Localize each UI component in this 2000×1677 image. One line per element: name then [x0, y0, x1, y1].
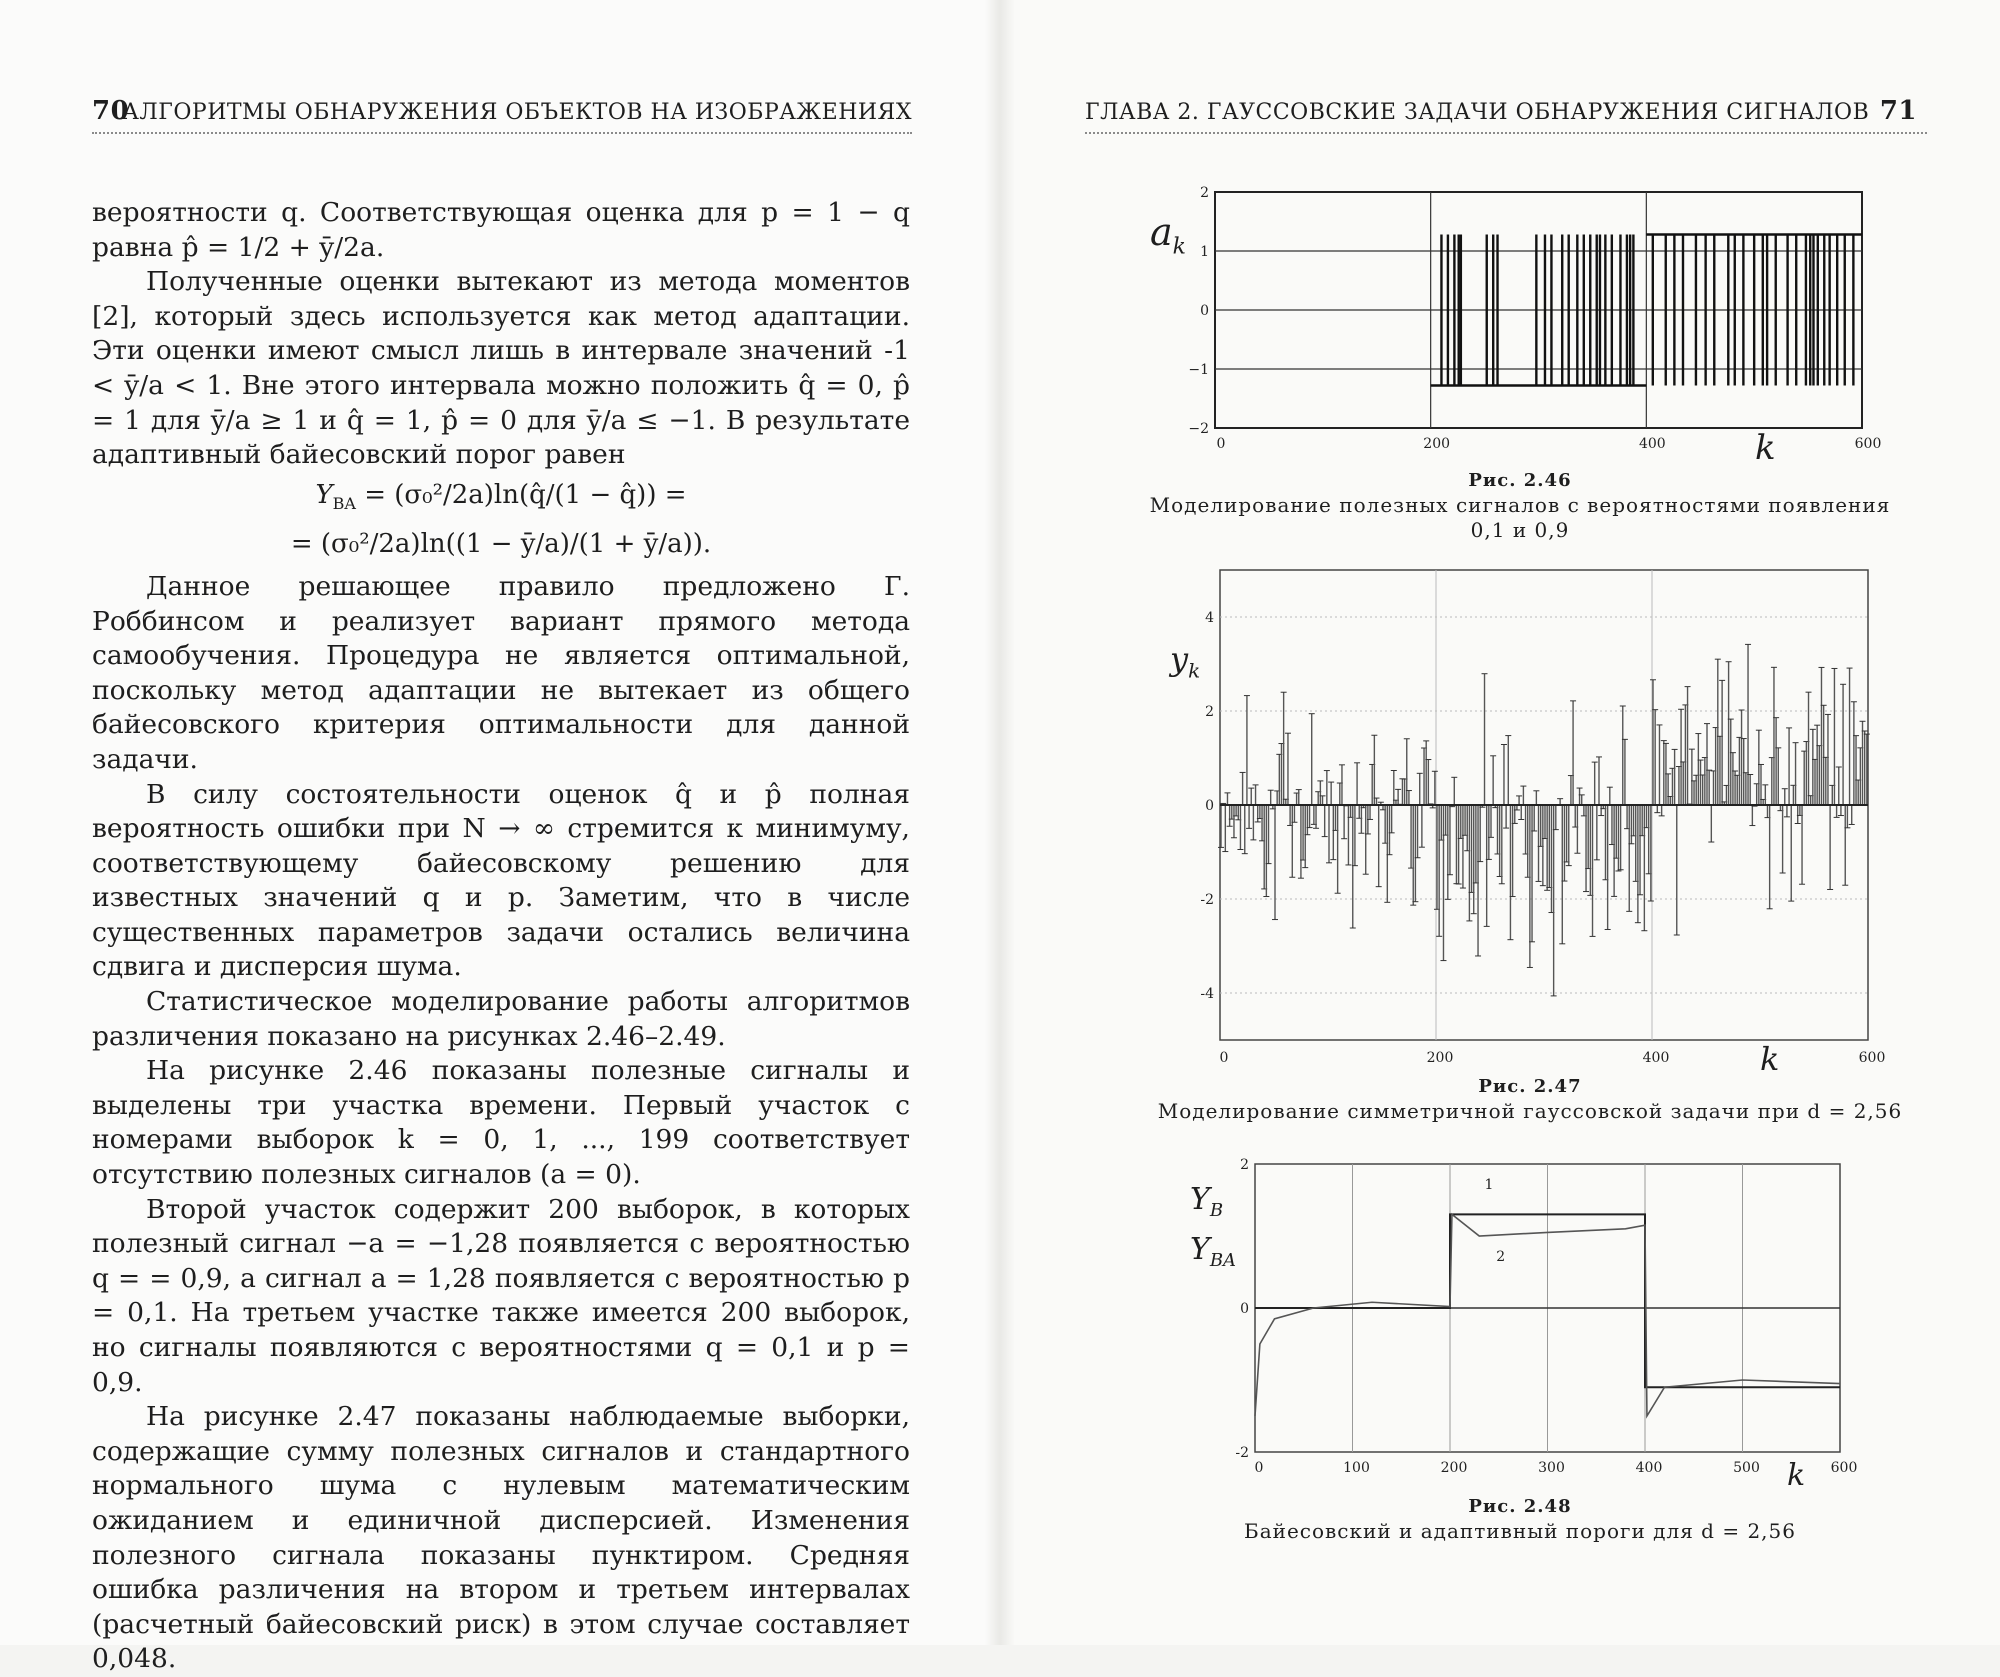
figure-2-48: [1170, 1152, 1910, 1552]
fig248-xtick: 300: [1538, 1460, 1565, 1476]
fig247-ytick: -2: [1200, 892, 1214, 908]
paragraph-1: вероятности q. Соответствующая оценка для p = 1 − q равна p̂ = 1/2 + ȳ/2a.: [92, 197, 910, 263]
fig247-xtick: 0: [1219, 1050, 1229, 1066]
figure-2-48-ylabel-1: $Y_B$: [1190, 1182, 1224, 1221]
paragraph-6: На рисунке 2.46 показаны полезные сигналы и выделены три участка времени. Первый участок с номерами выборок k = 0, 1, ..., 199 соответствует отсутствию полезных сигналов (a = 0).: [92, 1055, 910, 1191]
figure-2-46-number: Рис. 2.46: [1468, 470, 1572, 491]
figure-2-47-number: Рис. 2.47: [1478, 1076, 1582, 1097]
figure-2-47: [1150, 562, 1910, 1132]
fig247-xtick: 400: [1642, 1050, 1670, 1066]
fig247-ytick: 2: [1205, 704, 1214, 720]
figure-2-47-caption: [1140, 1074, 1920, 1124]
figure-2-46-plot: [1150, 180, 1910, 460]
fig248-ytick: -2: [1235, 1445, 1249, 1461]
formula-line-1: $Y_{BA}$ = (σ₀²/2a)ln(q̂/(1 − q̂)) =: [315, 479, 687, 513]
fig248-xtick: 600: [1830, 1460, 1858, 1476]
fig247-ytick: 4: [1205, 610, 1214, 626]
figure-2-48-caption-text: Байесовский и адаптивный пороги для d = 2,56: [1244, 1519, 1796, 1543]
fig248-xtick: 500: [1733, 1460, 1760, 1476]
fig246-ytick: 0: [1200, 303, 1209, 319]
left-running-head: [92, 96, 912, 134]
running-title-right: ГЛАВА 2. ГАУССОВСКИЕ ЗАДАЧИ ОБНАРУЖЕНИЯ СИГНАЛОВ: [1085, 100, 1870, 125]
fig248-curve-label-1: 1: [1484, 1177, 1494, 1194]
figure-2-48-number: Рис. 2.48: [1468, 1496, 1572, 1517]
fig246-xtick: 200: [1423, 436, 1451, 452]
figure-2-47-plot: [1150, 562, 1910, 1082]
formula-adaptive-threshold: [92, 475, 910, 564]
left-body-text: [92, 196, 910, 1677]
book-gutter: [985, 0, 1015, 1645]
paragraph-2: Полученные оценки вытекают из метода моментов [2], который здесь используется как метод адаптации. Эти оценки имеют смысл лишь в интервале значений -1 < ȳ/a < 1. Вне этого интервала можно положить q̂ = 0, p̂ = 1 для ȳ/a ≥ 1 и q̂ = 1, p̂ = 0 для ȳ/a ≤ −1. В результате адаптивный байесовский порог равен: [92, 266, 910, 471]
figure-2-46-caption: [1140, 468, 1900, 543]
figure-2-46-xlabel: k: [1755, 428, 1776, 468]
paragraph-3: Данное решающее правило предложено Г. Роббинсом и реализует вариант прямого метода самообучения. Процедура не является оптимальной, поскольку метод адаптации не вытекает из общего байесовского критерия оптимальности для данной задачи.: [92, 570, 910, 775]
figure-2-47-xlabel: k: [1760, 1040, 1780, 1078]
fig248-xtick: 0: [1254, 1460, 1264, 1476]
fig246-ytick: 2: [1200, 185, 1209, 201]
formula-line-2: = (σ₀²/2a)ln((1 − ȳ/a)/(1 + ȳ/a)).: [290, 528, 712, 559]
fig247-xtick: 200: [1426, 1050, 1454, 1066]
figure-2-46-caption-line2: 0,1 и 0,9: [1470, 518, 1570, 542]
fig248-curve-label-2: 2: [1496, 1249, 1506, 1266]
fig247-ytick: 0: [1205, 798, 1214, 814]
figure-2-46-ylabel: $a_k$: [1150, 210, 1186, 260]
fig248-ytick: 2: [1240, 1157, 1249, 1173]
figure-2-48-xlabel: k: [1787, 1458, 1806, 1493]
fig246-ytick: −1: [1188, 362, 1209, 378]
figure-2-47-ylabel: $y_k$: [1170, 640, 1201, 683]
fig246-ytick: 1: [1200, 244, 1209, 260]
fig247-ytick: -4: [1200, 986, 1214, 1002]
fig246-xtick: 0: [1216, 436, 1226, 452]
figure-2-48-caption: [1150, 1494, 1890, 1544]
running-title-left: АЛГОРИТМЫ ОБНАРУЖЕНИЯ ОБЪЕКТОВ НА ИЗОБРАЖЕНИЯХ: [122, 100, 912, 125]
fig248-xtick: 200: [1440, 1460, 1468, 1476]
page-number-right: 71: [1879, 96, 1917, 126]
fig246-ytick: −2: [1188, 421, 1209, 437]
page-number-left: 70: [92, 96, 130, 126]
paragraph-4: В силу состоятельности оценок q̂ и p̂ полная вероятность ошибки при N → ∞ стремится к минимуму, соответствующему байесовскому решению для известных значений q и p. Заметим, что в числе существенных параметров задачи остались величина сдвига и дисперсия шума.: [92, 778, 910, 983]
paragraph-7: Второй участок содержит 200 выборок, в которых полезный сигнал −a = −1,28 появляется с вероятностью q = = 0,9, а сигнал a = 1,28 появляется с вероятностью p = 0,1. На третьем участке также имеется 200 выборок, но сигналы появляются с вероятностями q = 0,1 и p = 0,9.: [92, 1193, 910, 1398]
fig247-xtick: 600: [1858, 1050, 1886, 1066]
fig246-xtick: 400: [1638, 436, 1666, 452]
figure-2-46: [1150, 180, 1910, 540]
paragraph-8: На рисунке 2.47 показаны наблюдаемые выборки, содержащие сумму полезных сигналов и стандартного нормального шума с нулевым математическим ожиданием и единичной дисперсией. Изменения полезного сигнала показаны пунктиром. Средняя ошибка различения на втором и третьем интервалах (расчетный байесовский риск) в этом случае составляет 0,048.: [92, 1401, 910, 1675]
paragraph-5: Статистическое моделирование работы алгоритмов различения показано на рисунках 2.46–2.49.: [92, 986, 910, 1052]
fig248-ytick: 0: [1240, 1301, 1249, 1317]
fig248-xtick: 100: [1343, 1460, 1370, 1476]
fig248-xtick: 400: [1635, 1460, 1663, 1476]
figure-2-47-caption-text: Моделирование симметричной гауссовской задачи при d = 2,56: [1157, 1099, 1903, 1123]
right-running-head: [1085, 96, 1927, 134]
figure-2-48-ylabel-2: $Y_{BA}$: [1190, 1232, 1237, 1271]
figure-2-48-plot: [1170, 1152, 1910, 1492]
figure-2-46-caption-line1: Моделирование полезных сигналов с вероятностями появления: [1149, 493, 1891, 517]
fig246-xtick: 600: [1854, 436, 1882, 452]
